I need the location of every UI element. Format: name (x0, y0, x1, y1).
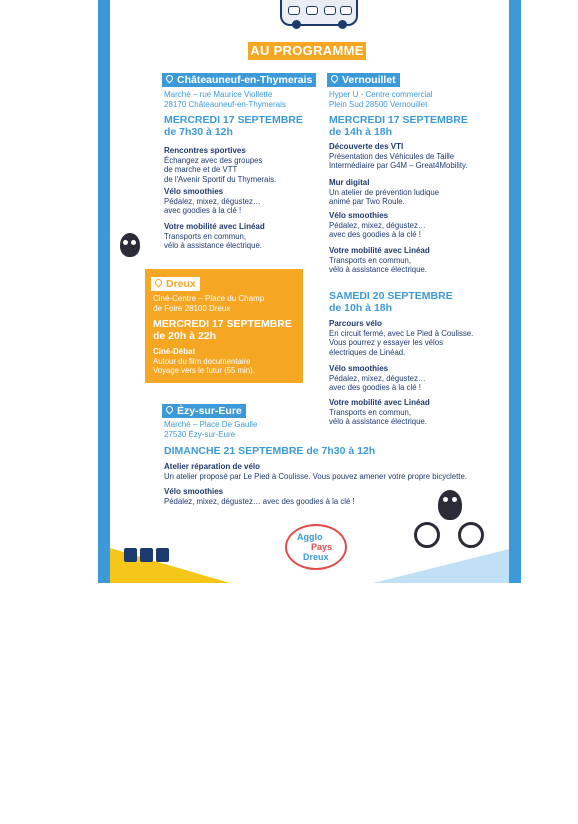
location-ezy: Ézy-sur-Eure (162, 404, 246, 418)
phone-icon (140, 548, 153, 562)
dreux-date: MERCREDI 17 SEPTEMBRE de 20h à 22h (153, 318, 292, 342)
agglo-logo: Agglo Pays Dreux (285, 524, 347, 570)
vernouillet-activity: Votre mobilité avec Linéad Transports en commun, vélo à assistance électrique. (329, 398, 430, 427)
chateauneuf-date: MERCREDI 17 SEPTEMBRE de 7h30 à 12h (164, 114, 303, 138)
ezy-activity: Vélo smoothies Pédalez, mixez, dégustez… avec des goodies à la clé ! (164, 487, 355, 506)
chateauneuf-activity: Vélo smoothies Pédalez, mixez, dégustez… avec goodies à la clé ! (164, 187, 261, 216)
vernouillet-activity: Votre mobilité avec Linéad Transports en commun, vélo à assistance électrique. (329, 246, 430, 275)
mascot-illustration (120, 233, 140, 257)
location-dreux: Dreux (151, 277, 200, 291)
page-title: AU PROGRAMME (248, 42, 366, 60)
accessibility-icon (156, 548, 169, 562)
chateauneuf-activity: Rencontres sportives Échangez avec des groupes de marche et de VTT de l'Avenir Sportif du Thymerais. (164, 146, 277, 184)
pin-icon (154, 278, 164, 288)
recycle-icon (124, 548, 137, 562)
dreux-box (145, 269, 303, 383)
bus-illustration (280, 0, 358, 26)
ezy-address: Marché – Place De Gaulle 27530 Ézy-sur-Eure (164, 420, 258, 439)
dreux-address: Ciné-Centre – Place du Champ de Foire 28100 Dreux (153, 294, 265, 313)
vernouillet-date-2: SAMEDI 20 SEPTEMBRE de 10h à 18h (329, 290, 453, 314)
location-vernouillet: Vernouillet (327, 73, 400, 87)
vernouillet-date: MERCREDI 17 SEPTEMBRE de 14h à 18h (329, 114, 468, 138)
vernouillet-activity: Mur digital Un atelier de prévention ludique animé par Two Roule. (329, 178, 440, 207)
poster (98, 0, 521, 583)
chateauneuf-activity: Votre mobilité avec Linéad Transports en commun, vélo à assistance électrique. (164, 222, 265, 251)
vernouillet-activity: Parcours vélo En circuit fermé, avec Le Pied à Coulisse. Vous pourrez y essayer les vélos électriques de Linéad. (329, 319, 474, 357)
footer-icons (124, 548, 169, 562)
ezy-activity: Atelier réparation de vélo Un atelier proposé par Le Pied à Coulisse. Vous pouvez amener votre propre bicyclette. (164, 462, 467, 481)
vernouillet-activity: Vélo smoothies Pédalez, mixez, dégustez… avec des goodies à la clé ! (329, 364, 426, 393)
dreux-activity: Ciné-Débat Autour du film documentaire Voyage vers le futur (55 min). (153, 347, 255, 376)
vernouillet-activity: Vélo smoothies Pédalez, mixez, dégustez… avec des goodies à la clé ! (329, 211, 426, 240)
vernouillet-activity: Découverte des VTI Présentation des Véhicules de Taille Intermédiaire par G4M – Great4Mobility. (329, 142, 468, 171)
pin-icon (165, 74, 175, 84)
location-chateauneuf: Châteauneuf-en-Thymerais (162, 73, 316, 87)
pin-icon (330, 74, 340, 84)
pin-icon (165, 405, 175, 415)
vernouillet-address: Hyper U - Centre commercial Plein Sud 28500 Vernouillet (329, 90, 433, 109)
ezy-date: DIMANCHE 21 SEPTEMBRE de 7h30 à 12h (164, 445, 376, 457)
chateauneuf-address: Marché – rue Maurice Viollette 28170 Châteauneuf-en-Thymerais (164, 90, 286, 109)
